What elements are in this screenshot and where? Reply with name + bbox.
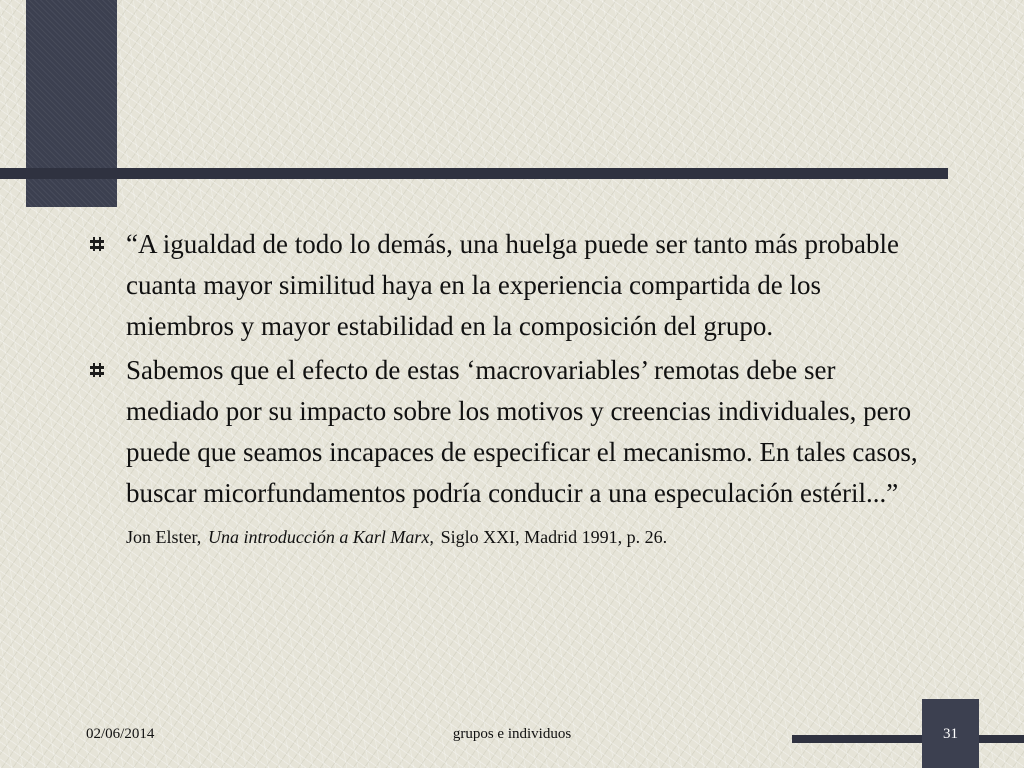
citation-details: Siglo XXI, Madrid 1991, p. 26. [440,527,668,547]
bullet-item [90,350,920,555]
title-divider [0,168,948,179]
page-number: 31 [943,726,958,742]
slide-body [90,224,920,558]
bullet-text: “A igualdad de todo lo demás, una huelga puede ser tanto más probable cuanta mayor similitud haya en la experiencia compartida de los miembros y mayor estabilidad en la composición del grupo. [126,229,900,341]
hash-bullet-icon [90,237,104,251]
bullet-item [90,224,920,347]
citation-title: Una introducción a Karl Marx, [208,527,434,547]
footer-date: 02/06/2014 [86,726,155,742]
bullet-text: Sabemos que el efecto de estas ‘macrovariables’ remotas debe ser mediado por su impacto sobre los motivos y creencias individuales, pero puede que seamos incapaces de especificar el mecanismo. En tales casos, buscar micorfundamentos podría conducir a una especulación estéril...” [126,355,918,508]
hash-bullet-icon [90,363,104,377]
footer-title: grupos e individuos [452,726,572,742]
citation-author: Jon Elster, [126,527,202,547]
footer-divider [792,735,1024,743]
